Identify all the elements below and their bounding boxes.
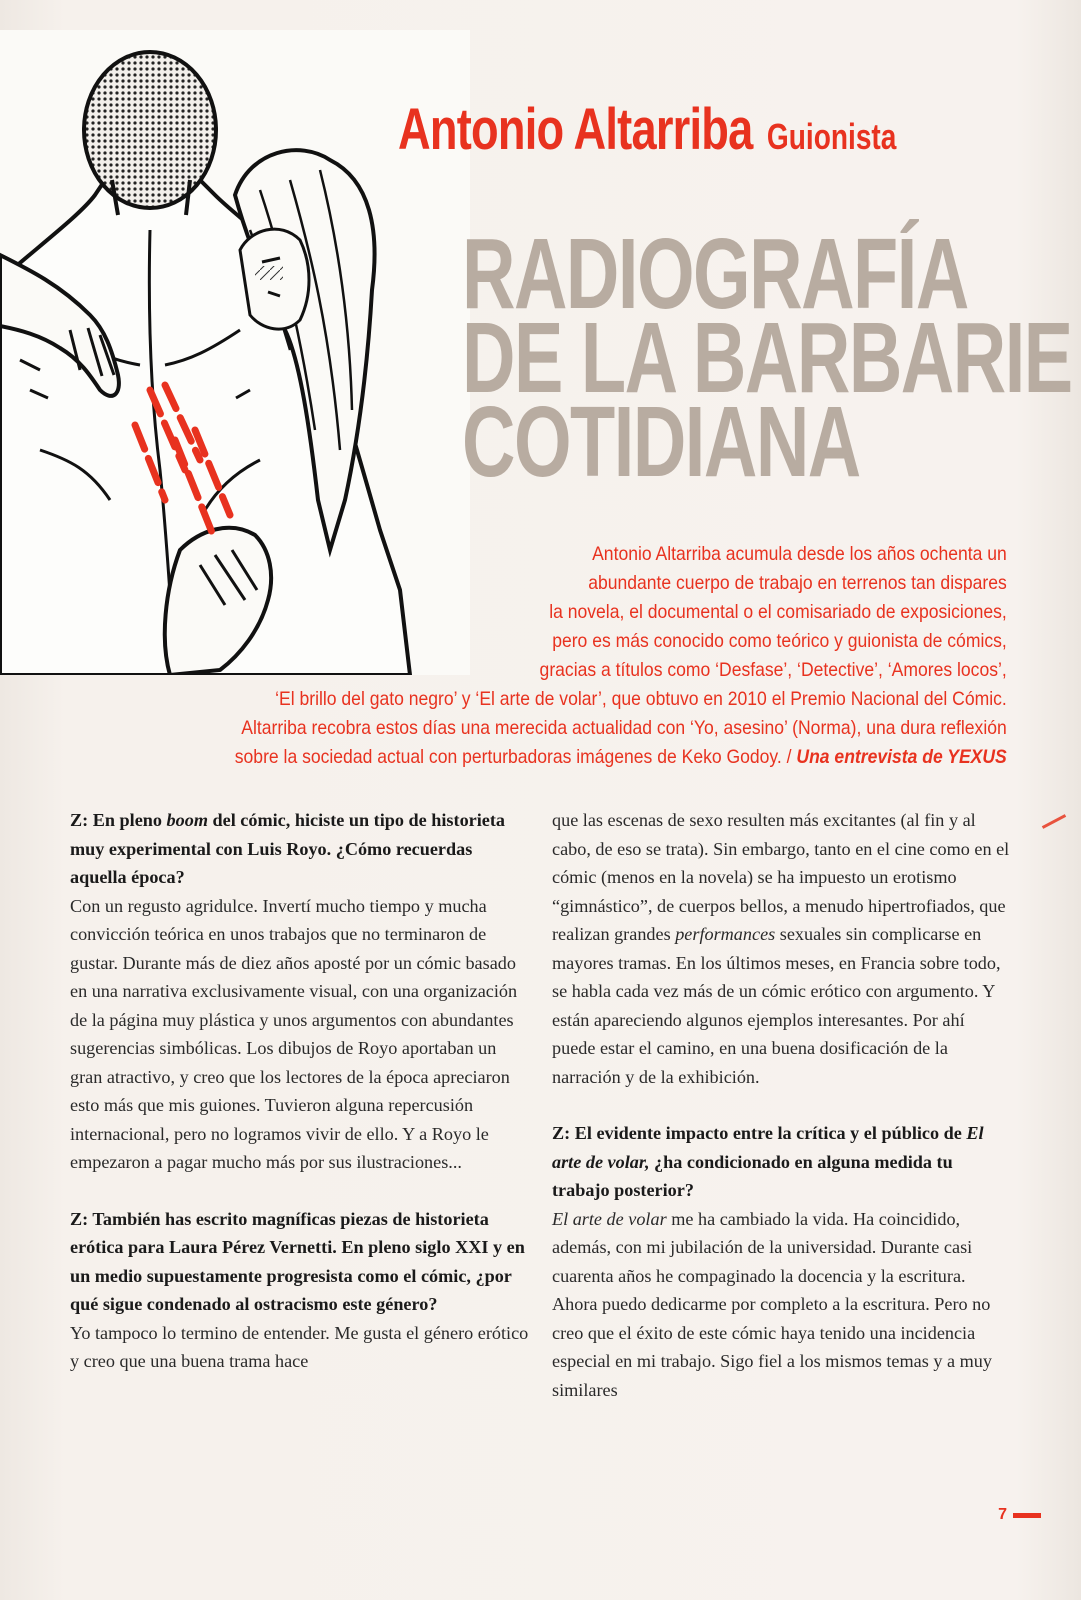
question-3-before: Z: El evidente impacto entre la crítica y el público de xyxy=(552,1123,967,1143)
question-2-before: Z: También has escrito magníficas piezas de historieta erótica para Laura Pérez Vernetti. En pleno siglo xyxy=(70,1208,489,1257)
lead-line: la novela, el documental o el comisariado de exposiciones, xyxy=(549,601,1007,623)
title-line-1: RADIOGRAFÍA xyxy=(462,218,968,330)
lead-line: gracias a títulos como ‘Desfase’, ‘Detective’, ‘Amores locos’, xyxy=(539,659,1007,681)
lead-line: abundante cuerpo de trabajo en terrenos tan dispares xyxy=(588,572,1007,594)
title-line-2: DE LA BARBARIE xyxy=(462,302,1072,414)
author-role: Guionista xyxy=(766,116,897,157)
lead-line-text: sobre la sociedad actual con perturbadoras imágenes de Keko Godoy. / xyxy=(235,746,797,768)
page-number xyxy=(998,1506,1041,1524)
answer-2-before: que las escenas de sexo resulten más excitantes (al fin y al cabo, de eso se trata). Sin embargo, tanto en el cine como en el cómic (menos en la novela) se ha impuesto un erotismo “gimnástico”, de cuerpos bellos, a menudo hipertrofiados, que realizan grandes xyxy=(552,810,1010,944)
answer-3-emphasis: El arte de volar xyxy=(552,1208,667,1229)
question-2-after: y en un medio supuestamente progresista como el cómic, ¿por qué sigue condenado al ostracismo este género? xyxy=(70,1237,525,1314)
answer-2-start: Yo tampoco lo termino de entender. Me gusta el género erótico y creo que una buena trama hace xyxy=(70,1322,529,1371)
left-column xyxy=(70,806,530,1376)
right-column xyxy=(552,806,1012,1404)
paragraph-gap xyxy=(70,1177,530,1205)
page-number-bar xyxy=(1013,1513,1041,1518)
lead-line: Antonio Altarriba acumula desde los años ochenta un xyxy=(592,543,1007,565)
answer-2-continued xyxy=(552,806,1012,1091)
title-line-3: COTIDIANA xyxy=(462,386,860,498)
article-title xyxy=(462,218,1072,498)
question-1-rest: del cómic, hiciste un tipo de historieta muy experimental con Luis Royo. ¿Cómo recuerdas aquella época? xyxy=(70,810,506,887)
interview-byline: Una entrevista de YEXUS xyxy=(796,746,1007,768)
question-3 xyxy=(552,1119,1012,1205)
answer-3 xyxy=(552,1205,1012,1405)
question-3-after: ¿ha condicionado en alguna medida tu trabajo posterior? xyxy=(552,1151,953,1200)
lead-line: pero es más conocido como teórico y guionista de cómics, xyxy=(552,630,1007,652)
answer-3-rest: me ha cambiado la vida. Ha coincidido, además, con mi jubilación de la universidad. Durante casi cuarenta años he compaginado la docencia y la escritura. Ahora puedo dedicarme por completo a la escritura. Pero no creo que el éxito de este cómic haya tenido una incidencia especial en mi trabajo. Sigo fiel a los mismos temas y a muy similares xyxy=(552,1208,992,1400)
lead-last-line xyxy=(235,743,1007,772)
question-3-emphasis: El arte de volar, xyxy=(552,1123,984,1172)
question-1 xyxy=(70,806,530,892)
question-1-emphasis: boom xyxy=(166,810,208,830)
question-2 xyxy=(70,1205,530,1319)
question-2-century: XXI xyxy=(455,1237,489,1257)
lead-line: ‘El brillo del gato negro’ y ‘El arte de volar’, que obtuvo en 2010 el Premio Nacional del Cómic. xyxy=(275,688,1007,710)
paragraph-gap xyxy=(552,1091,1012,1119)
answer-2-after: sexuales sin complicarse en mayores tramas. En los últimos meses, en Francia sobre todo, se habla cada vez más de un cómic erótico con argumento. Y están apareciendo algunos ejemplos interesantes. Por ahí puede estar el camino, en una buena dosificación de la narración y de la exhibición. xyxy=(552,924,1001,1087)
question-1-prefix: Z: En pleno xyxy=(70,810,167,830)
lead-line: Altarriba recobra estos días una merecida actualidad con ‘Yo, asesino’ (Norma), una dura reflexión xyxy=(241,717,1008,739)
author-name: Antonio Altarriba xyxy=(398,97,753,162)
answer-2-emphasis: performances xyxy=(675,924,776,944)
page-number-text: 7 xyxy=(998,1506,1007,1523)
author-name-heading xyxy=(398,96,896,163)
lead-paragraph xyxy=(149,540,1007,772)
answer-1: Con un regusto agridulce. Invertí mucho tiempo y mucha convicción teórica en unos trabajos que no terminaron de gustar. Durante más de diez años aposté por un cómic basado en una narrativa exclusivamente visual, con una organización de la página muy plástica y unos argumentos con abundantes sugerencias simbólicas. Los dibujos de Royo aportaban un gran atractivo, y creo que los lectores de la época apreciaron esto más que mis guiones. Tuvieron alguna repercusión internacional, pero no logramos vivir de ello. Y a Royo le empezaron a pagar mucho más por sus ilustraciones... xyxy=(70,895,518,1172)
